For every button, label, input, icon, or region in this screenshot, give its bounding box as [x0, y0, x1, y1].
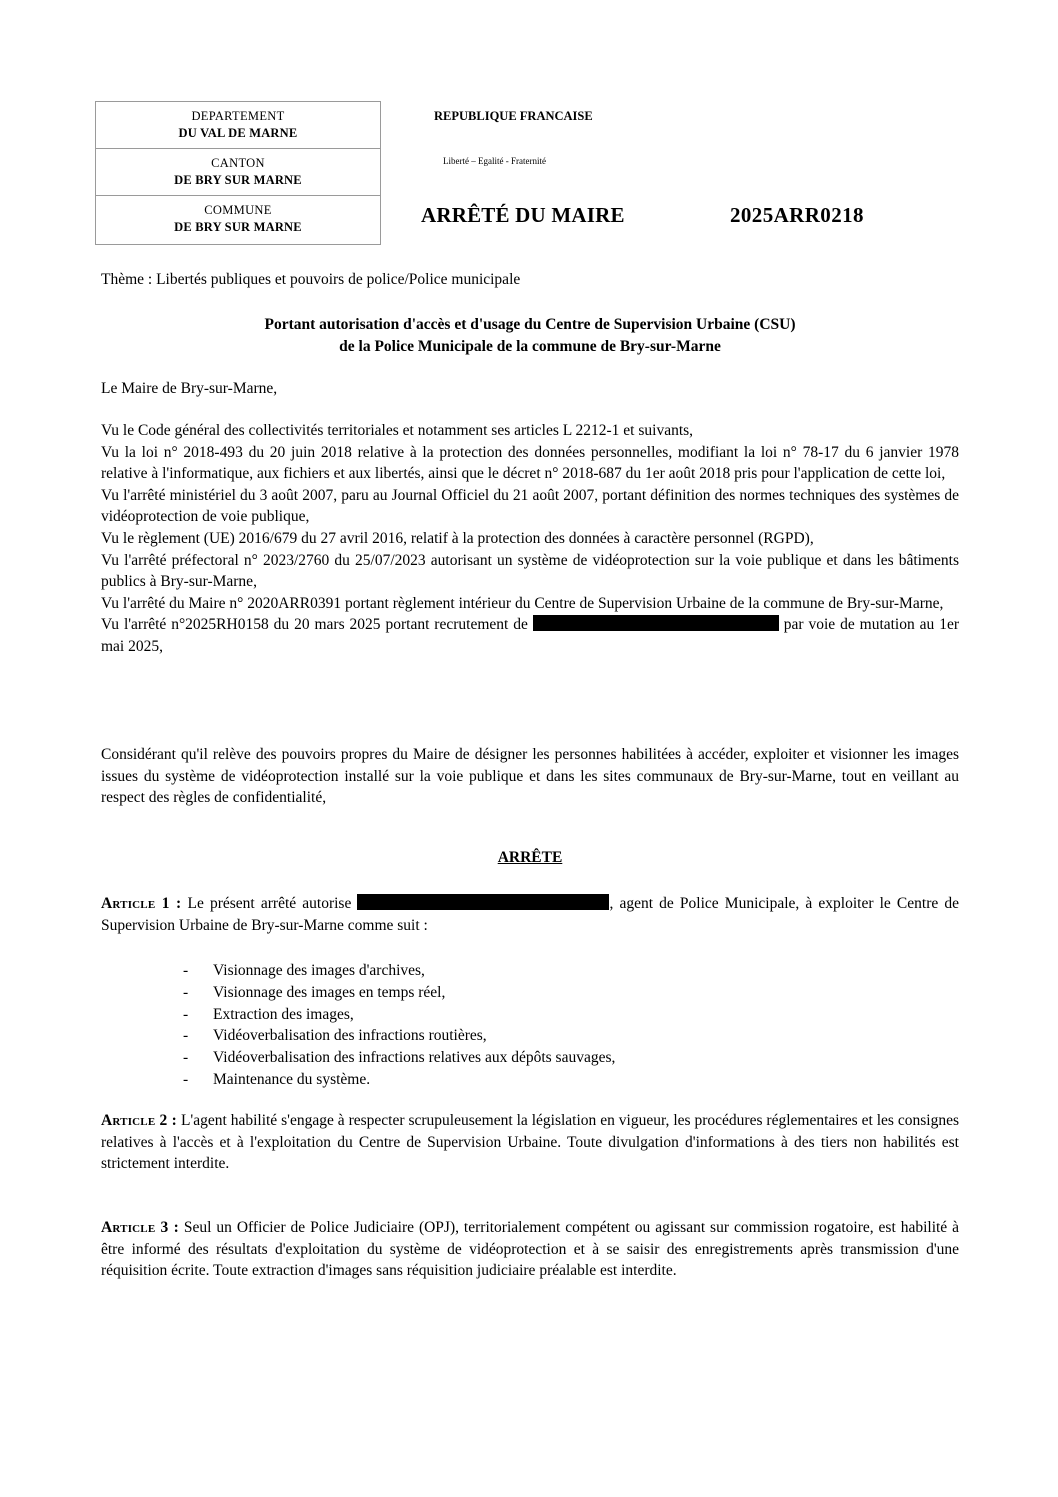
department-name: DU VAL DE MARNE: [178, 126, 298, 140]
article-3-label: Article 3 :: [101, 1219, 179, 1236]
canton-name: DE BRY SUR MARNE: [174, 173, 302, 187]
list-item: - Visionnage des images d'archives,: [180, 960, 615, 982]
intro-paragraph: [101, 378, 959, 400]
canton-cell: [96, 149, 380, 196]
article-3: [101, 1217, 959, 1282]
commune-name: DE BRY SUR MARNE: [174, 220, 302, 234]
republic-motto: Liberté – Egalité - Fraternité: [443, 156, 546, 166]
list-item: - Extraction des images,: [180, 1004, 615, 1026]
canton-label: CANTON: [211, 156, 265, 170]
vu-rgpd: Vu le règlement (UE) 2016/679 du 27 avril 2016, relatif à la protection des données à caractère personnel (RGPD),: [101, 529, 814, 547]
article-1-rights-list: [180, 960, 615, 1091]
article-1-label: Article 1 :: [101, 895, 182, 912]
vu-arrete-prefectoral: Vu l'arrêté préfectoral n° 2023/2760 du 25/07/2023 autorisant un système de vidéoprotection sur la voie publique et dans les bâtiments publics à Bry-sur-Marne,: [101, 551, 959, 591]
redacted-agent-block: [357, 894, 609, 910]
article-1: [101, 893, 959, 936]
republic-heading: REPUBLIQUE FRANCAISE: [434, 109, 593, 123]
commune-cell: [96, 196, 380, 243]
subject-block: [101, 314, 959, 358]
vu-recrutement: [101, 614, 959, 657]
administrative-header-box: [95, 101, 381, 245]
list-item: - Vidéoverbalisation des infractions routières,: [180, 1025, 615, 1047]
vu-code-general: Vu le Code général des collectivités territoriales et notamment ses articles L 2212-1 et suivants,: [101, 422, 694, 439]
list-item: - Visionnage des images en temps réel,: [180, 982, 615, 1004]
theme-line: Thème : Libertés publiques et pouvoirs de police/Police municipale: [101, 271, 521, 288]
article-2-text: L'agent habilité s'engage à respecter scrupuleusement la législation en vigueur, les procédures réglementaires et les consignes relatives à l'accès et à l'exploitation du Centre de Supervision Urbaine. Toute divulgation d'informations à des tiers non habilités est strictement interdite.: [101, 1112, 960, 1173]
article-1-text-start: Le présent arrêté autorise: [187, 895, 352, 912]
considerant-text: Considérant qu'il relève des pouvoirs propres du Maire de désigner les personnes habilitées à accéder, exploiter et visionner les images issues du système de vidéoprotection installé sur la voie publique et dans les sites communaux de Bry-sur-Marne, tout en veillant au respect des règles de confidentialité,: [101, 746, 959, 807]
list-item: - Maintenance du système.: [180, 1069, 615, 1091]
arrete-title: ARRÊTÉ DU MAIRE: [421, 203, 625, 227]
vu-recrutement-text: Vu l'arrêté n°2025RH0158 du 20 mars 2025 portant recrutement de: [101, 616, 528, 634]
subject-line-1: Portant autorisation d'accès et d'usage du Centre de Supervision Urbaine (CSU): [264, 316, 796, 333]
considerant-paragraph: [101, 744, 959, 809]
article-1-text-end: , agent de Police Municipale, à exploiter le Centre de Supervision Urbaine de Bry-sur-Marne comme suit :: [101, 895, 959, 934]
article-2: [101, 1110, 959, 1175]
article-3-text: Seul un Officier de Police Judiciaire (OPJ), territorialement compétent ou agissant sur commission rogatoire, est habilité à être informé des résultats d'exploitation du système de vidéoprotection et à se saisir des enregistrements après transmission d'une réquisition écrite. Toute extraction d'images sans réquisition judiciaire préalable est interdite.: [101, 1219, 959, 1280]
department-cell: [96, 102, 380, 149]
vu-arrete-maire: Vu l'arrêté du Maire n° 2020ARR0391 portant règlement intérieur du Centre de Supervision Urbaine de la commune de Bry-sur-Marne,: [101, 594, 944, 612]
intro-text: Le Maire de Bry-sur-Marne,: [101, 380, 278, 397]
arrete-number: 2025ARR0218: [730, 203, 864, 227]
commune-label: COMMUNE: [204, 203, 272, 217]
article-2-label: Article 2 :: [101, 1112, 177, 1129]
department-label: DEPARTEMENT: [191, 109, 285, 123]
vu-arrete-ministeriel: Vu l'arrêté ministériel du 3 août 2007, paru au Journal Officiel du 21 août 2007, portant définition des normes techniques des systèmes de vidéoprotection de voie publique,: [101, 486, 959, 526]
list-item: - Vidéoverbalisation des infractions relatives aux dépôts sauvages,: [180, 1047, 615, 1069]
redacted-name-block: [533, 615, 779, 631]
considerations-block: [101, 420, 959, 658]
subject-line-2: de la Police Municipale de la commune de Bry-sur-Marne: [339, 338, 721, 355]
vu-loi-2018: Vu la loi n° 2018-493 du 20 juin 2018 relative à la protection des données personnelles, modifiant la loi n° 78-17 du 6 janvier 1978 relative à l'informatique, aux fichiers et aux libertés, ainsi que le décret n° 2018-687 du 1er août 2018 pris pour l'application de cette loi,: [101, 443, 959, 483]
vu-recrutement-text-end: par voie de mutation au 1er mai 2025,: [101, 616, 960, 655]
arrete-heading: ARRÊTE: [497, 849, 563, 866]
